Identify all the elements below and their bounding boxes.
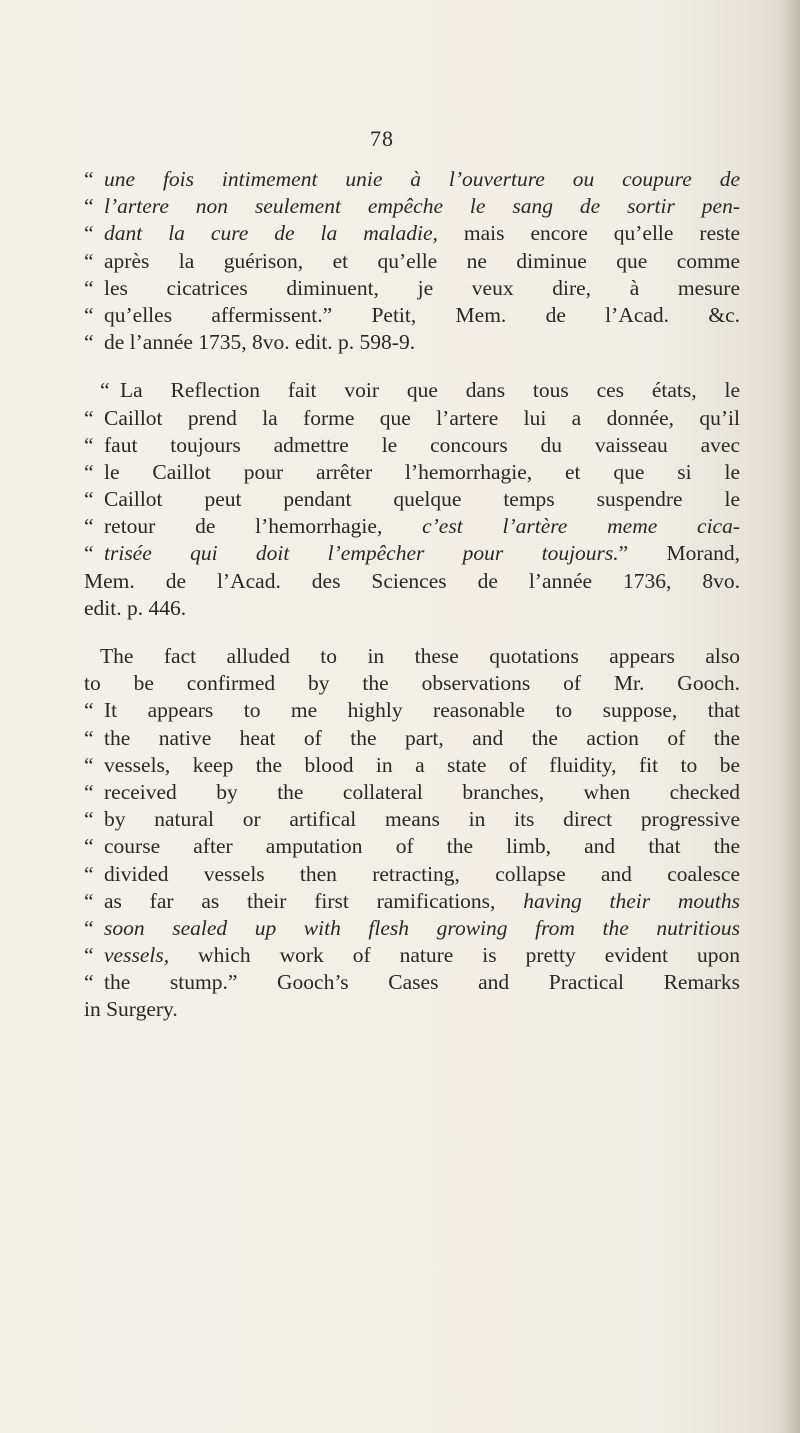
quote-mark: “ [84, 221, 94, 246]
quote-mark: “ [84, 302, 94, 327]
quote-mark: “ [84, 330, 94, 355]
text-segment: as far as their first ramifications, [104, 888, 524, 913]
quote-mark: “ [84, 432, 94, 457]
paragraph [84, 166, 740, 356]
text-segment: retour de l’hemorrhagie, [104, 514, 423, 539]
text-segment: to be confirmed by the observations of Mr. Gooch. [84, 671, 740, 696]
text-line [84, 861, 740, 888]
text-segment: the native heat of the part, and the action of the [104, 725, 740, 750]
quote-mark: “ [100, 378, 110, 403]
quote-mark: “ [84, 459, 94, 484]
text-segment: de l’année 1735, 8vo. edit. p. 598-9. [104, 330, 416, 355]
text-line [84, 833, 740, 860]
text-line [84, 275, 740, 302]
quote-mark: “ [84, 487, 94, 512]
italic-text: dant la cure de la maladie, [104, 221, 438, 246]
text-segment: après la guérison, et qu’elle ne diminue que comme [104, 248, 740, 273]
text-segment: mais encore qu’elle reste [437, 221, 740, 246]
text-segment: in Surgery. [84, 997, 178, 1022]
text-line [84, 643, 740, 670]
quote-mark: “ [84, 541, 94, 566]
text-segment: Caillot peut pendant quelque temps suspendre le [104, 487, 740, 512]
text-segment: La Reflection fait voir que dans tous ces états, le [120, 378, 740, 403]
quote-mark: “ [84, 725, 94, 750]
italic-text: vessels, [104, 943, 170, 968]
paragraph-gap [84, 622, 740, 643]
quote-mark: “ [84, 275, 94, 300]
text-segment: divided vessels then retracting, collapse and coalesce [104, 861, 740, 886]
text-segment: The fact alluded to in these quotations appears also [100, 644, 740, 668]
text-segment: by natural or artifical means in its direct progressive [104, 807, 740, 832]
quote-mark: “ [84, 834, 94, 859]
text-segment: faut toujours admettre le concours du vaisseau avec [104, 432, 740, 457]
text-line [84, 220, 740, 247]
text-line [84, 432, 740, 459]
italic-text: trisée qui doit l’empêcher pour toujours. [104, 541, 619, 566]
italic-text: having their mouths [523, 888, 740, 913]
page-number: 78 [370, 126, 394, 151]
quote-mark: “ [84, 167, 94, 191]
text-line [84, 302, 740, 329]
text-line [84, 568, 740, 595]
quote-mark: “ [84, 915, 94, 940]
text-line [84, 377, 740, 404]
text-segment: edit. p. 446. [84, 595, 187, 620]
quote-mark: “ [84, 194, 94, 219]
text-line [84, 725, 740, 752]
page-edge-shadow [778, 0, 800, 1433]
text-line [84, 697, 740, 724]
text-segment: le Caillot pour arrêter l’hemorrhagie, et que si le [104, 459, 740, 484]
text-segment: vessels, keep the blood in a state of fluidity, fit to be [104, 752, 740, 777]
quote-mark: “ [84, 970, 94, 995]
text-line [84, 806, 740, 833]
text-line [84, 888, 740, 915]
text-line [84, 166, 740, 193]
text-segment: course after amputation of the limb, and that the [104, 834, 740, 859]
text-line [84, 595, 740, 622]
text-line [84, 942, 740, 969]
quote-mark: “ [84, 248, 94, 273]
text-segment: les cicatrices diminuent, je veux dire, à mesure [104, 275, 740, 300]
text-segment: qu’elles affermissent.” Petit, Mem. de l’Acad. &c. [104, 302, 740, 327]
body-text [84, 166, 740, 1024]
quote-mark: “ [84, 698, 94, 723]
text-line [84, 779, 740, 806]
text-line [84, 915, 740, 942]
text-line [84, 752, 740, 779]
text-line [84, 405, 740, 432]
text-segment: which work of nature is pretty evident upon [169, 943, 740, 968]
text-segment: the stump.” Gooch’s Cases and Practical Remarks [104, 970, 740, 995]
text-line [84, 248, 740, 275]
quote-mark: “ [84, 807, 94, 832]
text-line [84, 486, 740, 513]
text-line [84, 193, 740, 220]
italic-text: soon sealed up with flesh growing from the nutritious [104, 915, 740, 940]
text-line [84, 513, 740, 540]
quote-mark: “ [84, 752, 94, 777]
italic-text: l’artere non seulement empêche le sang de sortir pen- [104, 194, 740, 219]
text-line [84, 329, 740, 356]
text-line [84, 459, 740, 486]
text-segment: ” Morand, [618, 541, 740, 566]
text-line [84, 540, 740, 567]
quote-mark: “ [84, 861, 94, 886]
quote-mark: “ [84, 943, 94, 968]
quote-mark: “ [84, 514, 94, 539]
quote-mark: “ [84, 779, 94, 804]
text-line [84, 969, 740, 996]
paragraph-gap [84, 356, 740, 377]
text-line [84, 670, 740, 697]
quote-mark: “ [84, 888, 94, 913]
text-segment: received by the collateral branches, when checked [104, 779, 740, 804]
text-segment: Mem. de l’Acad. des Sciences de l’année 1736, 8vo. [84, 568, 740, 593]
paragraph [84, 377, 740, 622]
text-segment: It appears to me highly reasonable to suppose, that [104, 698, 740, 723]
text-line [84, 996, 740, 1023]
quote-mark: “ [84, 405, 94, 430]
paragraph [84, 643, 740, 1024]
italic-text: une fois intimement unie à l’ouverture ou coupure de [104, 167, 740, 191]
text-segment: Caillot prend la forme que l’artere lui a donnée, qu’il [104, 405, 740, 430]
italic-text: c’est l’artère meme cica- [422, 514, 741, 539]
